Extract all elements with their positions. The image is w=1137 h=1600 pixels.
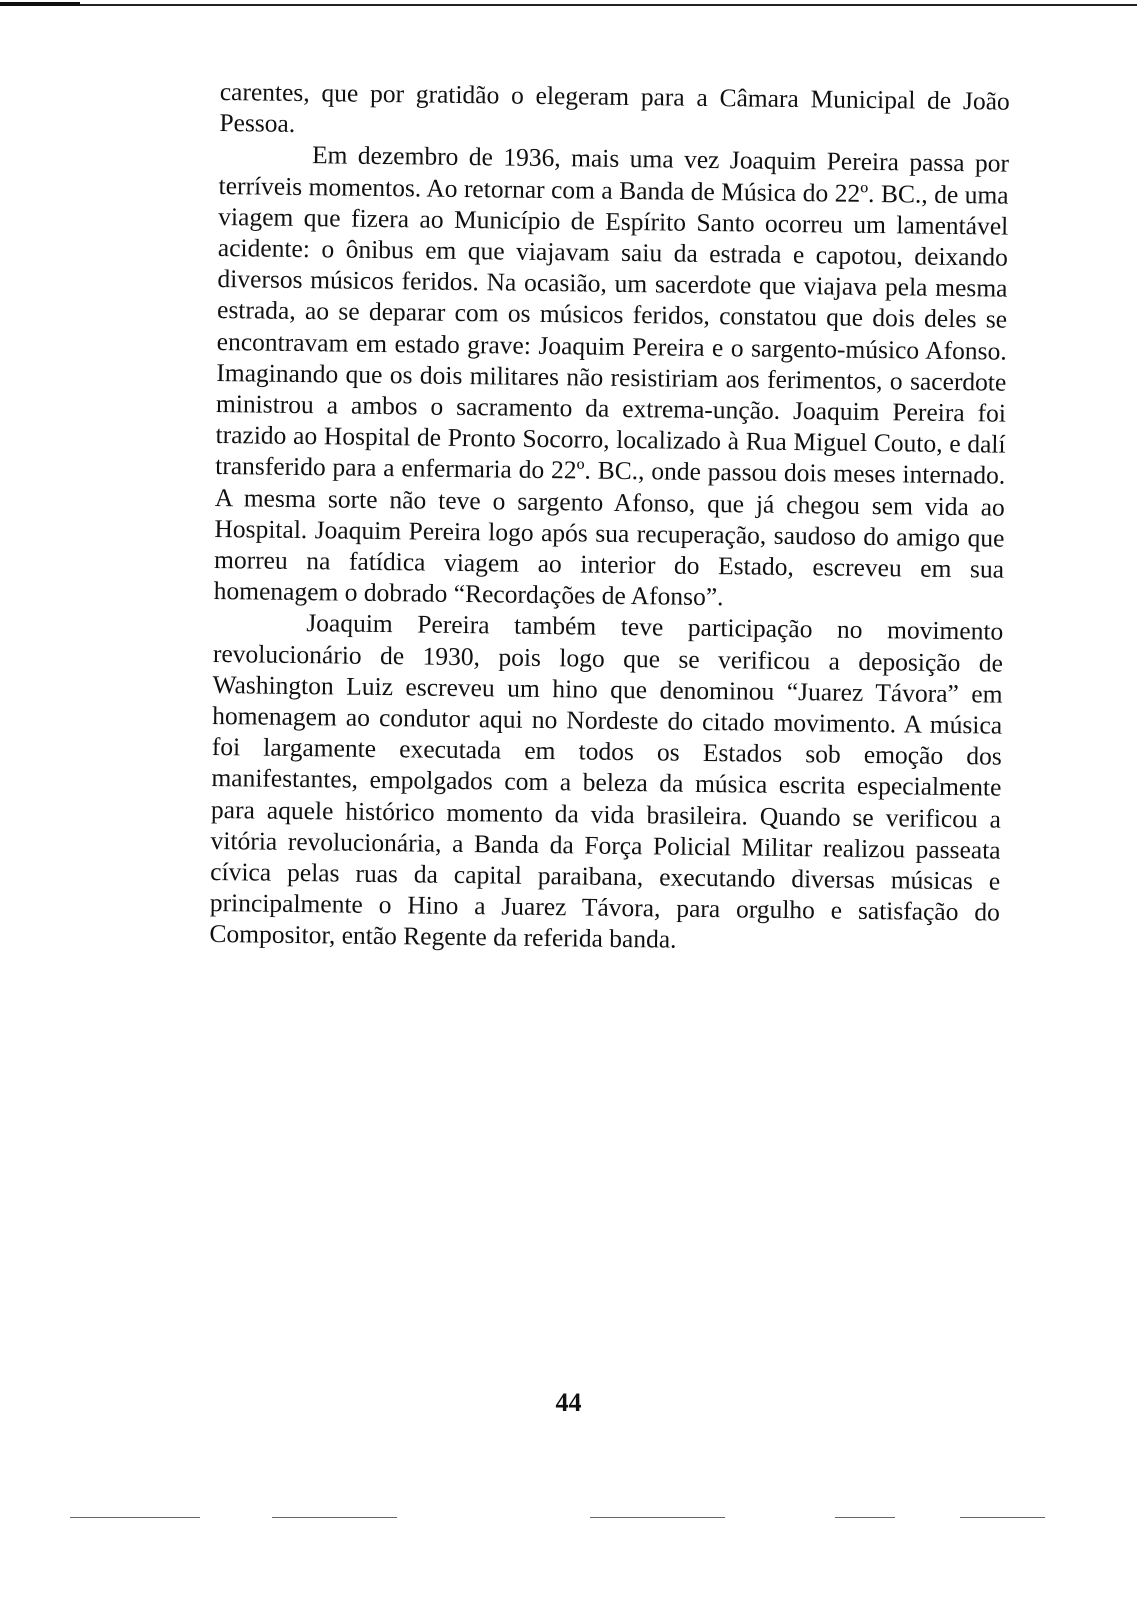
paragraph-accident-1936: Em dezembro de 1936, mais uma vez Joaquim Pereira passa por terríveis momentos. Ao retornar com a Banda de Música do 22º. BC., de uma viagem que fizera ao Município de Espírito Santo ocorreu um lamentável acidente: o ônibus em que viajavam saiu da estrada e capotou, deixando diversos músicos feridos. Na ocasião, um sacerdote que viajava pela mesma estrada, ao se deparar com os músicos feridos, constatou que dois deles se encontravam em estado grave: Joaquim Pereira e o sargento-músico Afonso. Imaginando que os dois militares não resistiriam aos ferimentos, o sacerdote ministrou a ambos o sacramento da extrema-unção. Joaquim Pereira foi trazido ao Hospital de Pronto Socorro, localizado à Rua Miguel Couto, e dalí transferido para a enfermaria do 22º. BC., onde passou dois meses internado. A mesma sorte não teve o sargento Afonso, que já chegou sem vida ao Hospital. Joaquim Pereira logo após sua recuperação, saudoso do amigo que morreu na fatídica viagem ao interior do Estado, escreveu em sua homenagem o dobrado “Recordações de Afonso”. bbox=[213, 140, 1010, 612]
scan-artifact-dash bbox=[590, 1517, 725, 1518]
scan-artifact-dash bbox=[960, 1517, 1045, 1518]
scan-border-mark bbox=[0, 2, 80, 6]
body-text bbox=[209, 76, 1010, 959]
page-number: 44 bbox=[555, 1388, 582, 1417]
paragraph-revolution-1930: Joaquim Pereira também teve participação no movimento revolucionário de 1930, pois logo que se verificou a deposição de Washington Luiz escreveu um hino que denominou “Juarez Távora” em homenagem ao condutor aqui no Nordeste do citado movimento. A música foi largamente executada em todos os Estados sob emoção dos manifestantes, empolgados com a beleza da música escrita especialmente para aquele histórico momento da vida brasileira. Quando se verificou a vitória revolucionária, a Banda da Força Policial Militar realizou passeata cívica pelas ruas da capital paraibana, executando diversas músicas e principalmente o Hino a Juarez Távora, para orgulho e satisfação do Compositor, então Regente da referida banda. bbox=[209, 608, 1004, 955]
scan-artifact-dash bbox=[835, 1517, 895, 1518]
scan-artifact-dash bbox=[272, 1517, 397, 1518]
paragraph-continuation: carentes, que por gratidão o elegeram para a Câmara Municipal de João Pessoa. bbox=[219, 76, 1010, 139]
scan-artifact-dash bbox=[70, 1517, 200, 1518]
scan-border-line bbox=[0, 4, 1137, 6]
